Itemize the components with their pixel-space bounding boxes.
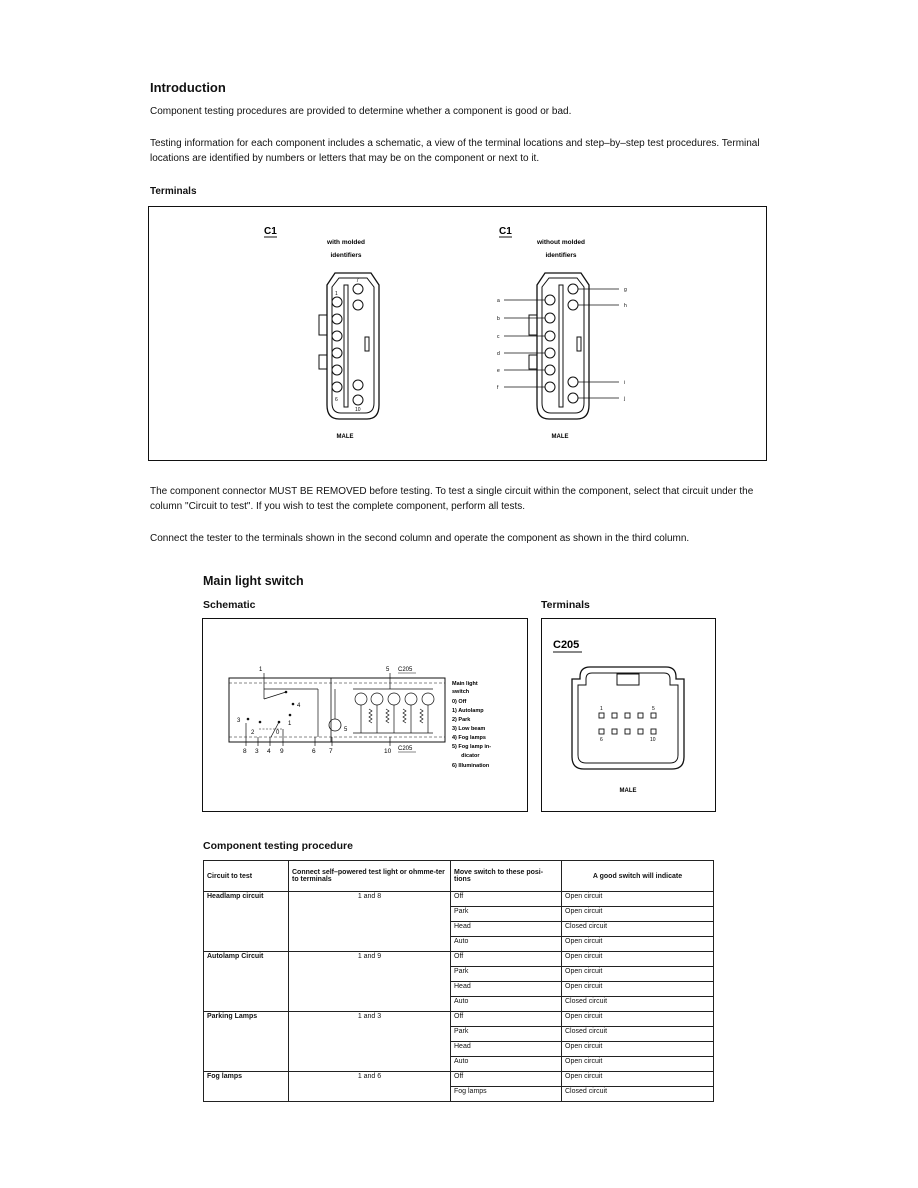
- right-letter-e: e: [497, 368, 500, 374]
- c205-pin-1: 1: [600, 706, 603, 712]
- header-terminals: Connect self–powered test light or ohmme-ter to terminals: [289, 861, 451, 892]
- position-cell: Auto: [451, 937, 562, 952]
- right-connector: [497, 226, 627, 440]
- right-letter-j: j: [624, 396, 626, 402]
- terminals-cell: 1 and 6: [289, 1072, 451, 1102]
- position-cell: Head: [451, 1042, 562, 1057]
- position-cell: Off: [451, 1012, 562, 1027]
- schematic-diagram: [203, 619, 526, 810]
- result-cell: Closed circuit: [562, 1087, 714, 1102]
- result-cell: Open circuit: [562, 1042, 714, 1057]
- position-cell: Off: [451, 952, 562, 967]
- terminals-cell: 1 and 8: [289, 892, 451, 952]
- schem-top-label-1: 1: [259, 667, 263, 673]
- schem-bottom-label-3: 3: [255, 748, 259, 755]
- table-row: [204, 1072, 714, 1087]
- right-letter-f: f: [497, 385, 499, 391]
- notes-paragraph-2: Connect the tester to the terminals shown in the second column and operate the component as shown in the third column.: [150, 533, 690, 544]
- terminals-figure: [148, 206, 767, 461]
- schematic-title: Schematic: [203, 599, 256, 611]
- result-cell: Open circuit: [562, 952, 714, 967]
- procedure-title: Component testing procedure: [203, 840, 353, 852]
- schem-bottom-label-9: 9: [280, 748, 284, 755]
- terminals-title: Terminals: [541, 599, 590, 611]
- c205-pin-10: 10: [650, 737, 656, 743]
- schematic-figure: [202, 618, 528, 812]
- procedure-table: [203, 860, 714, 1102]
- result-cell: Closed circuit: [562, 922, 714, 937]
- c205-pin-5: 5: [652, 706, 655, 712]
- left-pin-1: 1: [335, 291, 338, 297]
- intro-paragraph-1: Component testing procedures are provided to determine whether a component is good or bad.: [150, 106, 572, 117]
- right-connector-label: C1: [499, 226, 512, 237]
- c205-label: C205: [553, 639, 580, 651]
- circuit-cell: Autolamp Circuit: [204, 952, 289, 1012]
- schem-bottom-label-4: 4: [267, 748, 271, 755]
- schem-bottom-label-10: 10: [384, 748, 392, 755]
- circuit-cell: Headlamp circuit: [204, 892, 289, 952]
- schem-bottom-label-7: 7: [329, 748, 333, 755]
- legend-item: 6) Illumination: [452, 763, 490, 769]
- terminals-cell: 1 and 9: [289, 952, 451, 1012]
- right-letter-b: b: [497, 316, 500, 322]
- result-cell: Open circuit: [562, 1072, 714, 1087]
- legend-item: 3) Low beam: [452, 726, 486, 732]
- result-cell: Open circuit: [562, 907, 714, 922]
- result-cell: Open circuit: [562, 967, 714, 982]
- result-cell: Open circuit: [562, 892, 714, 907]
- right-letter-g: g: [624, 287, 627, 293]
- table-header-row: [204, 861, 714, 892]
- position-cell: Fog lamps: [451, 1087, 562, 1102]
- position-cell: Head: [451, 922, 562, 937]
- header-circuit: Circuit to test: [204, 861, 289, 892]
- result-cell: Closed circuit: [562, 997, 714, 1012]
- position-cell: Off: [451, 1072, 562, 1087]
- legend-item: dicator: [452, 753, 480, 759]
- right-letter-h: h: [624, 303, 627, 309]
- intro-paragraph-2: [150, 136, 830, 166]
- legend-item: 2) Park: [452, 717, 471, 723]
- legend-item: 4) Fog lamps: [452, 735, 486, 741]
- right-note-line-1: without molded: [536, 239, 586, 246]
- left-pin-6: 6: [335, 397, 338, 403]
- left-note-line-1: with molded: [327, 239, 365, 246]
- schem-top-conn: C205: [398, 667, 413, 673]
- table-row: [204, 892, 714, 907]
- result-cell: Open circuit: [562, 937, 714, 952]
- left-note-line-2: identifiers: [330, 252, 362, 259]
- left-connector-label: C1: [264, 226, 277, 237]
- table-row: [204, 1012, 714, 1027]
- c205-pin-6: 6: [600, 737, 603, 743]
- left-connector: [264, 226, 379, 440]
- switch-pos-2: 2: [251, 730, 255, 736]
- position-cell: Park: [451, 967, 562, 982]
- intro-paragraph-2-line-1: Testing information for each component includes a schematic, a view of the terminal locations and step–by–step test procedures. Terminal: [150, 138, 760, 149]
- circuit-cell: Fog lamps: [204, 1072, 289, 1102]
- switch-pos-4: 4: [297, 703, 301, 709]
- result-cell: Closed circuit: [562, 1027, 714, 1042]
- circuit-cell: Parking Lamps: [204, 1012, 289, 1072]
- result-cell: Open circuit: [562, 982, 714, 997]
- switch-pos-3: 3: [237, 718, 241, 724]
- left-gender-label: MALE: [336, 434, 354, 440]
- legend-title-1: Main light: [452, 681, 478, 687]
- position-cell: Off: [451, 892, 562, 907]
- legend-item: 5) Fog lamp in-: [452, 744, 492, 750]
- right-letter-i: i: [624, 380, 626, 386]
- intro-title: Introduction: [150, 80, 226, 95]
- right-letter-d: d: [497, 351, 500, 357]
- result-cell: Open circuit: [562, 1057, 714, 1072]
- result-cell: Open circuit: [562, 1012, 714, 1027]
- c205-gender-label: MALE: [619, 788, 637, 794]
- main-switch-title: Main light switch: [203, 574, 304, 588]
- switch-pos-0: 0: [276, 730, 280, 736]
- left-pin-7: 7: [356, 278, 359, 284]
- position-cell: Head: [451, 982, 562, 997]
- schem-bottom-label-8: 8: [243, 748, 247, 755]
- notes-paragraph-1: [150, 484, 840, 514]
- legend-item: 1) Autolamp: [452, 708, 484, 714]
- header-positions: Move switch to these posi-tions: [451, 861, 562, 892]
- notes-paragraph-1-line-1: The component connector MUST BE REMOVED before testing. To test a single circuit within the component, select that circuit under the: [150, 486, 754, 497]
- position-cell: Park: [451, 1027, 562, 1042]
- header-result: A good switch will indicate: [562, 861, 714, 892]
- connector-diagrams: [149, 207, 765, 459]
- table-row: [204, 952, 714, 967]
- schem-top-label-5: 5: [386, 667, 390, 673]
- position-cell: Auto: [451, 1057, 562, 1072]
- intro-paragraph-2-line-2: locations are identified by numbers or letters that may be on the component or next to it.: [150, 153, 540, 164]
- right-letter-a: a: [497, 298, 500, 304]
- schem-bottom-label-6: 6: [312, 748, 316, 755]
- right-gender-label: MALE: [551, 434, 569, 440]
- right-letter-c: c: [497, 334, 500, 340]
- left-pin-10: 10: [355, 407, 361, 413]
- legend-title-2: switch: [452, 689, 470, 695]
- switch-pos-5: 5: [344, 727, 348, 733]
- position-cell: Park: [451, 907, 562, 922]
- c205-connector-diagram: [542, 619, 714, 810]
- notes-paragraph-1-line-2: column "Circuit to test". If you wish to test the complete component, perform all tests.: [150, 501, 526, 512]
- legend-item: 0) Off: [452, 699, 467, 705]
- c205-terminal-figure: [541, 618, 716, 812]
- position-cell: Auto: [451, 997, 562, 1012]
- terminals-section-title: Terminals: [150, 186, 197, 197]
- right-note-line-2: identifiers: [545, 252, 577, 259]
- switch-pos-1: 1: [288, 721, 292, 727]
- schem-bottom-conn: C205: [398, 746, 413, 752]
- terminals-cell: 1 and 3: [289, 1012, 451, 1072]
